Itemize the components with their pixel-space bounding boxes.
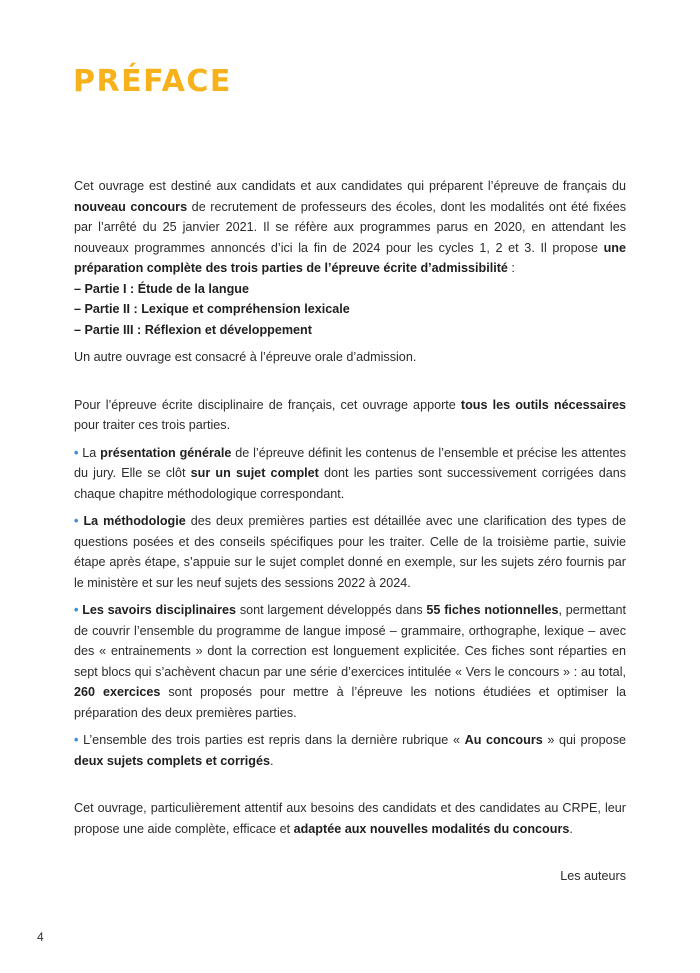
intro-paragraph: Cet ouvrage est destiné aux candidats et aux candidates qui préparent l’épreuve de français du nouveau concours de recrutement de professeurs des écoles, dont les modalités ont été fixées par l’arrêté du 25 janvier 2021. Il se réfère aux programmes parus en 2020, en attendant les nouveaux programmes annoncés d’ici la fin de 2024 pour les cycles 1, 2 et 3. Il propose une préparation complète des trois parties de l’épreuve écrite d’admissibilité : (74, 179, 626, 275)
bullet-paragraph: • La méthodologie des deux premières parties est détaillée avec une clarification des types de questions posées et des conseils spécifiques pour les traiter. Celle de la troisième partie, suivie étape après étape, s’appuie sur le sujet complet donné en exemple, sur les sujets zéro fournis par le ministère et sur les neuf sujets des sessions 2022 à 2024. (74, 514, 627, 590)
spacer (74, 436, 626, 443)
oral-note: Un autre ouvrage est consacré à l’épreuve orale d’admission. (74, 350, 417, 364)
spacer (74, 340, 626, 347)
spacer (74, 839, 626, 866)
bullet-paragraph: • Les savoirs disciplinaires sont largement développés dans 55 fiches notionnelles, permettant de couvrir l’ensemble du programme de langue imposé – grammaire, orthographe, lexique – avec des « entrainements » dont la correction est longuement explicitée. Ces fiches sont réparties en sept blocs qui s’achèvent chacun par une série d’exercices intitulée « Vers le concours » : au total, 260 exercices sont proposés pour mettre à l’épreuve les notions étudiées et optimiser la préparation des deux premières parties. (74, 603, 626, 720)
signature: Les auteurs (560, 869, 626, 883)
preface-body (74, 176, 626, 887)
part-list-item: – Partie I : Étude de la langue (74, 281, 249, 296)
bullet-paragraph: • L’ensemble des trois parties est repris dans la dernière rubrique « Au concours » qui propose deux sujets complets et corrigés. (74, 733, 626, 768)
spacer (74, 593, 626, 600)
bullet-icon: • (74, 445, 79, 460)
bullet-paragraph: • La présentation générale de l’épreuve définit les contenus de l’ensemble et précise les attentes du jury. Elle se clôt sur un sujet complet dont les parties sont successivement corrigées dans chaque chapitre méthodologique correspondant. (74, 445, 626, 501)
page-number: 4 (37, 930, 44, 944)
bullet-icon: • (74, 733, 79, 747)
spacer (74, 504, 626, 511)
closing-paragraph: Cet ouvrage, particulièrement attentif aux besoins des candidats et des candidates au CRPE, leur propose une aide complète, efficace et adaptée aux nouvelles modalités du concours. (74, 801, 626, 836)
part-list-item: – Partie III : Réflexion et développement (74, 322, 312, 337)
spacer (74, 368, 626, 395)
spacer (74, 771, 626, 798)
bullet-icon: • (74, 514, 79, 528)
emphasis: une préparation complète des trois parties de l’épreuve écrite d’admissibilité (74, 240, 626, 275)
page-title: PRÉFACE (73, 64, 232, 99)
section-lead: Pour l’épreuve écrite disciplinaire de français, cet ouvrage apporte tous les outils nécessaires pour traiter ces trois parties. (74, 397, 627, 432)
spacer (74, 723, 626, 730)
emphasis: nouveau concours (74, 199, 188, 214)
bullet-icon: • (74, 603, 79, 617)
part-list-item: – Partie II : Lexique et compréhension lexicale (74, 302, 350, 316)
